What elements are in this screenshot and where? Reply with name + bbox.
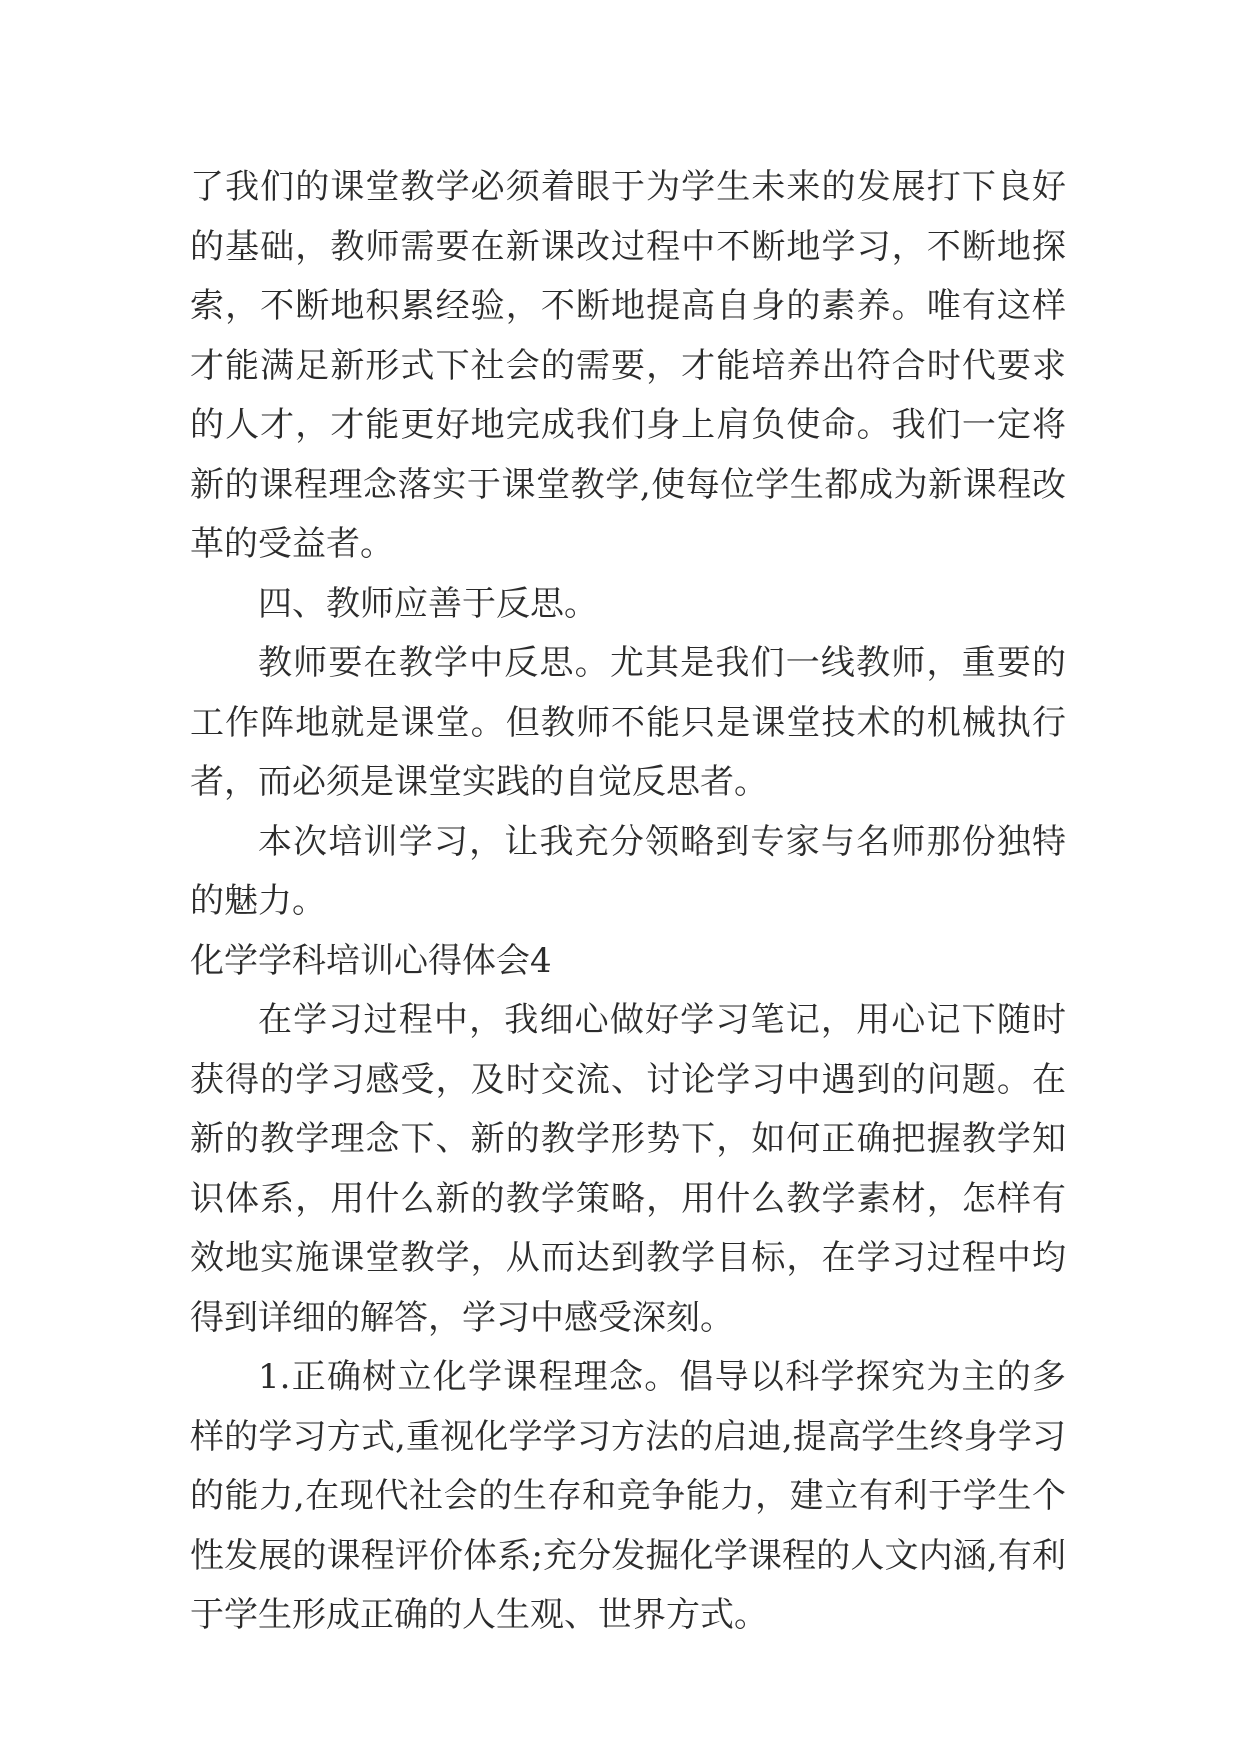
document-page — [190, 158, 1066, 1646]
section-heading-reflection: 四、教师应善于反思。 — [258, 583, 598, 624]
paragraph-curriculum-concept: 1.正确树立化学课程理念。倡导以科学探究为主的多样的学习方式,重视化学学习方法的启迪,提高学生终身学习的能力,在现代社会的生存和竞争能力，建立有利于学生个性发展的课程评价体系;充分发掘化学课程的人文内涵,有利于学生形成正确的人生观、世界方式。 — [190, 1357, 1066, 1635]
paragraph-reflect-in-teaching: 教师要在教学中反思。尤其是我们一线教师，重要的工作阵地就是课堂。但教师不能只是课堂技术的机械执行者，而必须是课堂实践的自觉反思者。 — [190, 643, 1066, 802]
paragraph-continued-teaching-basis: 了我们的课堂教学必须着眼于为学生未来的发展打下良好的基础，教师需要在新课改过程中不断地学习，不断地探索，不断地积累经验，不断地提高自身的素养。唯有这样才能满足新形式下社会的需要，才能培养出符合时代要求的人才，才能更好地完成我们身上肩负使命。我们一定将新的课程理念落实于课堂教学,使每位学生都成为新课程改革的受益者。 — [190, 167, 1066, 564]
paragraph-training-charm: 本次培训学习，让我充分领略到专家与名师那份独特的魅力。 — [190, 821, 1066, 921]
section-title-chemistry-training-4: 化学学科培训心得体会4 — [190, 940, 552, 981]
paragraph-learning-process: 在学习过程中，我细心做好学习笔记，用心记下随时获得的学习感受，及时交流、讨论学习中遇到的问题。在新的教学理念下、新的教学形势下，如何正确把握教学知识体系，用什么新的教学策略，用什么教学素材，怎样有效地实施课堂教学，从而达到教学目标，在学习过程中均得到详细的解答，学习中感受深刻。 — [190, 1000, 1066, 1338]
